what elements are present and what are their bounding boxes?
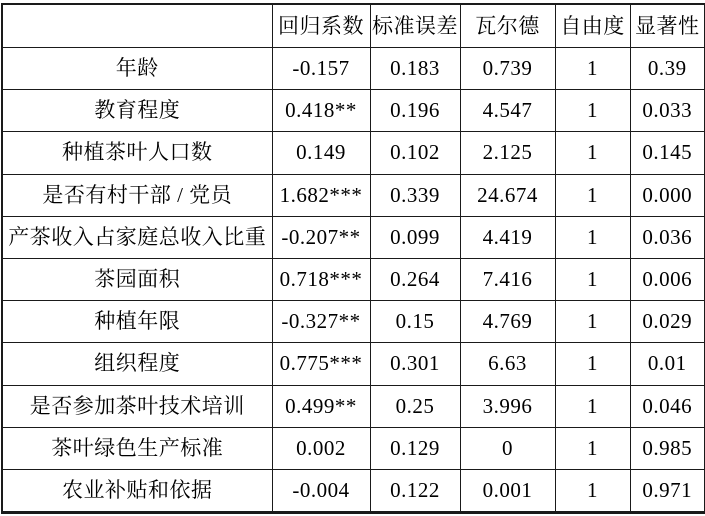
table-row (2, 301, 705, 343)
header-cell-significance: 显著性 (630, 4, 705, 48)
value-cell: 0.775*** (272, 343, 370, 385)
value-cell: 24.674 (460, 174, 555, 216)
value-cell: 0.033 (630, 90, 705, 132)
value-cell: 4.769 (460, 301, 555, 343)
row-label: 茶园面积 (2, 258, 272, 300)
table-row (2, 48, 705, 90)
value-cell: 7.416 (460, 258, 555, 300)
value-cell: 0.301 (370, 343, 460, 385)
row-label: 产茶收入占家庭总收入比重 (2, 216, 272, 258)
value-cell: 0.001 (460, 469, 555, 512)
value-cell: 1 (555, 48, 630, 90)
value-cell: -0.207** (272, 216, 370, 258)
value-cell: 0.339 (370, 174, 460, 216)
value-cell: 0.264 (370, 258, 460, 300)
value-cell: 0.145 (630, 132, 705, 174)
header-cell-df: 自由度 (555, 4, 630, 48)
table-row (2, 90, 705, 132)
row-label: 教育程度 (2, 90, 272, 132)
row-label: 年龄 (2, 48, 272, 90)
value-cell: 0.036 (630, 216, 705, 258)
value-cell: 4.419 (460, 216, 555, 258)
value-cell: 0 (460, 427, 555, 469)
regression-results-table (1, 3, 705, 514)
value-cell: 0.418** (272, 90, 370, 132)
value-cell: 3.996 (460, 385, 555, 427)
table-row (2, 174, 705, 216)
value-cell: 0.01 (630, 343, 705, 385)
value-cell: 0.099 (370, 216, 460, 258)
value-cell: 1 (555, 132, 630, 174)
table-row (2, 385, 705, 427)
table-header-row (2, 4, 705, 48)
table-row (2, 258, 705, 300)
value-cell: 1 (555, 90, 630, 132)
value-cell: 1 (555, 174, 630, 216)
row-label: 是否有村干部 / 党员 (2, 174, 272, 216)
value-cell: 0.149 (272, 132, 370, 174)
value-cell: 0.006 (630, 258, 705, 300)
table-body (2, 48, 705, 513)
value-cell: 1 (555, 385, 630, 427)
value-cell: -0.157 (272, 48, 370, 90)
table-row (2, 132, 705, 174)
value-cell: 0.029 (630, 301, 705, 343)
value-cell: 2.125 (460, 132, 555, 174)
header-cell-empty (2, 4, 272, 48)
value-cell: 1 (555, 343, 630, 385)
table-row (2, 216, 705, 258)
value-cell: 1.682*** (272, 174, 370, 216)
value-cell: 1 (555, 258, 630, 300)
value-cell: 0.971 (630, 469, 705, 512)
value-cell: -0.327** (272, 301, 370, 343)
row-label: 种植茶叶人口数 (2, 132, 272, 174)
row-label: 农业补贴和依据 (2, 469, 272, 512)
table-row (2, 343, 705, 385)
value-cell: 0.102 (370, 132, 460, 174)
header-cell-coefficient: 回归系数 (272, 4, 370, 48)
value-cell: 0.002 (272, 427, 370, 469)
table-row (2, 469, 705, 512)
value-cell: 0.739 (460, 48, 555, 90)
value-cell: 0.183 (370, 48, 460, 90)
value-cell: 0.25 (370, 385, 460, 427)
row-label: 茶叶绿色生产标准 (2, 427, 272, 469)
value-cell: 0.129 (370, 427, 460, 469)
value-cell: 0.985 (630, 427, 705, 469)
row-label: 组织程度 (2, 343, 272, 385)
row-label: 种植年限 (2, 301, 272, 343)
value-cell: 1 (555, 301, 630, 343)
value-cell: 0.39 (630, 48, 705, 90)
value-cell: 0.046 (630, 385, 705, 427)
header-cell-std-error: 标准误差 (370, 4, 460, 48)
value-cell: 0.000 (630, 174, 705, 216)
value-cell: 0.196 (370, 90, 460, 132)
value-cell: -0.004 (272, 469, 370, 512)
value-cell: 0.499** (272, 385, 370, 427)
row-label: 是否参加茶叶技术培训 (2, 385, 272, 427)
value-cell: 6.63 (460, 343, 555, 385)
table-row (2, 427, 705, 469)
value-cell: 1 (555, 427, 630, 469)
value-cell: 1 (555, 216, 630, 258)
value-cell: 0.122 (370, 469, 460, 512)
value-cell: 0.15 (370, 301, 460, 343)
value-cell: 4.547 (460, 90, 555, 132)
value-cell: 1 (555, 469, 630, 512)
header-cell-wald: 瓦尔德 (460, 4, 555, 48)
value-cell: 0.718*** (272, 258, 370, 300)
